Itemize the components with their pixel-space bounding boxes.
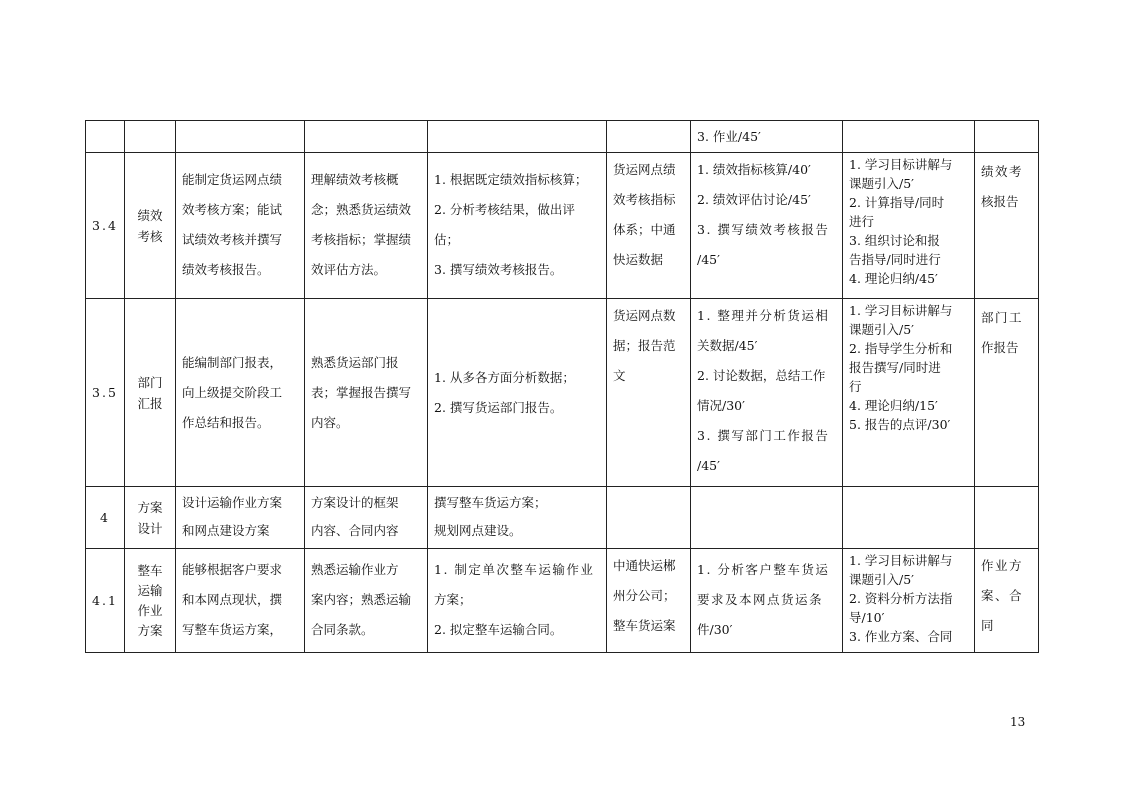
activity-line: 3. 撰写绩效考核报告 bbox=[697, 222, 830, 237]
cell-number bbox=[86, 121, 125, 153]
method-line: 1. 学习目标讲解与 bbox=[849, 553, 953, 568]
name-line: 考核 bbox=[137, 228, 163, 244]
cell-task-name bbox=[125, 121, 176, 153]
output-line: 同 bbox=[981, 618, 994, 633]
table-row bbox=[86, 153, 1039, 299]
knowledge-line: 内容、合同内容 bbox=[311, 523, 399, 538]
cell-resource bbox=[607, 549, 691, 653]
name-line: 作业 bbox=[137, 602, 163, 618]
table-row bbox=[86, 121, 1039, 153]
output-line: 部门工 bbox=[981, 310, 1024, 325]
method-line: 课题引入/5′ bbox=[849, 176, 915, 191]
cell-ability bbox=[176, 121, 305, 153]
cell-method bbox=[843, 153, 975, 299]
ability-line: 绩效考核报告。 bbox=[182, 262, 270, 277]
cell-number: 3.5 bbox=[86, 299, 125, 487]
cell-knowledge bbox=[305, 487, 428, 549]
ability-line: 向上级提交阶段工 bbox=[182, 384, 283, 400]
resource-line: 货运网点数 bbox=[613, 308, 676, 323]
name-line: 设计 bbox=[137, 520, 163, 536]
cell-activity bbox=[691, 121, 843, 153]
task-line: 方案； bbox=[434, 592, 472, 607]
name-line: 方案 bbox=[137, 622, 163, 638]
method-line: 3. 组织讨论和报 bbox=[849, 233, 940, 248]
cell-task bbox=[428, 299, 607, 487]
ability-line: 和本网点现状，撰 bbox=[182, 592, 283, 607]
ability-line: 能够根据客户要求 bbox=[182, 562, 283, 577]
cell-task bbox=[428, 487, 607, 549]
name-line: 整车 bbox=[137, 562, 163, 578]
activity-line: 件/30′ bbox=[697, 622, 733, 637]
task-line: 2. 撰写货运部门报告。 bbox=[434, 399, 563, 415]
resource-line: 文 bbox=[613, 368, 626, 383]
method-line: 进行 bbox=[849, 214, 875, 229]
activity-line: 1. 整理并分析货运相 bbox=[697, 308, 830, 323]
cell-task bbox=[428, 153, 607, 299]
cell-method bbox=[843, 121, 975, 153]
resource-line: 整车货运案 bbox=[613, 618, 676, 633]
cell-resource bbox=[607, 487, 691, 549]
name-line: 汇报 bbox=[137, 395, 163, 411]
knowledge-line: 念；熟悉货运绩效 bbox=[311, 202, 412, 217]
cell-task-name bbox=[125, 153, 176, 299]
task-line: 1. 制定单次整车运输作业 bbox=[434, 562, 595, 577]
activity-line: /45′ bbox=[697, 458, 720, 473]
knowledge-line: 案内容；熟悉运输 bbox=[311, 592, 412, 607]
activity-line: 3. 撰写部门工作报告 bbox=[697, 428, 830, 443]
cell-number: 3.4 bbox=[86, 153, 125, 299]
knowledge-line: 熟悉运输作业方 bbox=[311, 562, 399, 577]
curriculum-table bbox=[85, 120, 1039, 653]
cell-activity bbox=[691, 299, 843, 487]
task-line: 2. 拟定整车运输合同。 bbox=[434, 622, 563, 637]
cell-ability bbox=[176, 299, 305, 487]
cell-task bbox=[428, 549, 607, 653]
method-line: 课题引入/5′ bbox=[849, 572, 915, 587]
ability-line: 能编制部门报表， bbox=[182, 354, 283, 370]
resource-line: 货运网点绩 bbox=[613, 162, 676, 177]
name-line: 方案 bbox=[137, 499, 163, 515]
activity-line: 2. 讨论数据，总结工作 bbox=[697, 368, 826, 383]
cell-method bbox=[843, 299, 975, 487]
cell-ability bbox=[176, 549, 305, 653]
cell-output bbox=[975, 487, 1039, 549]
cell-knowledge bbox=[305, 121, 428, 153]
cell-output bbox=[975, 121, 1039, 153]
name-line: 绩效 bbox=[137, 207, 163, 223]
activity-line: 3. 作业/45′ bbox=[697, 129, 761, 144]
activity-line: 情况/30′ bbox=[697, 398, 745, 413]
cell-knowledge bbox=[305, 153, 428, 299]
cell-knowledge bbox=[305, 299, 428, 487]
name-line: 部门 bbox=[137, 374, 163, 390]
cell-method bbox=[843, 487, 975, 549]
cell-activity bbox=[691, 487, 843, 549]
knowledge-line: 考核指标；掌握绩 bbox=[311, 232, 412, 247]
cell-method bbox=[843, 549, 975, 653]
activity-line: 关数据/45′ bbox=[697, 338, 758, 353]
output-line: 作报告 bbox=[981, 340, 1019, 355]
cell-output bbox=[975, 299, 1039, 487]
table-row bbox=[86, 299, 1039, 487]
knowledge-line: 效评估方法。 bbox=[311, 262, 387, 277]
method-line: 1. 学习目标讲解与 bbox=[849, 157, 953, 172]
cell-task-name bbox=[125, 487, 176, 549]
task-line: 撰写整车货运方案； bbox=[434, 495, 547, 510]
method-line: 行 bbox=[849, 379, 862, 394]
resource-line: 州分公司； bbox=[613, 588, 676, 603]
ability-line: 作总结和报告。 bbox=[182, 414, 270, 430]
output-line: 绩效考 bbox=[981, 164, 1024, 179]
resource-line: 效考核指标 bbox=[613, 192, 676, 207]
cell-knowledge bbox=[305, 549, 428, 653]
knowledge-line: 理解绩效考核概 bbox=[311, 172, 399, 187]
table-row bbox=[86, 487, 1039, 549]
knowledge-line: 熟悉货运部门报 bbox=[311, 354, 399, 370]
output-line: 案、合 bbox=[981, 588, 1024, 603]
cell-resource bbox=[607, 153, 691, 299]
resource-line: 体系；中通 bbox=[613, 222, 676, 237]
method-line: 4. 理论归纳/15′ bbox=[849, 398, 938, 413]
activity-line: 2. 绩效评估讨论/45′ bbox=[697, 192, 811, 207]
cell-resource bbox=[607, 121, 691, 153]
method-line: 报告撰写/同时进 bbox=[849, 360, 941, 375]
knowledge-line: 方案设计的框架 bbox=[311, 495, 399, 510]
knowledge-line: 表；掌握报告撰写 bbox=[311, 384, 412, 400]
task-line: 1. 根据既定绩效指标核算； bbox=[434, 172, 588, 187]
method-line: 4. 理论归纳/45′ bbox=[849, 271, 938, 286]
cell-resource bbox=[607, 299, 691, 487]
cell-task-name bbox=[125, 549, 176, 653]
method-line: 1. 学习目标讲解与 bbox=[849, 303, 953, 318]
cell-number: 4.1 bbox=[86, 549, 125, 653]
task-line: 3. 撰写绩效考核报告。 bbox=[434, 262, 563, 277]
ability-line: 和网点建设方案 bbox=[182, 523, 270, 538]
activity-line: 要求及本网点货运条 bbox=[697, 592, 824, 607]
activity-line: 1. 绩效指标核算/40′ bbox=[697, 162, 811, 177]
ability-line: 试绩效考核并撰写 bbox=[182, 232, 283, 247]
knowledge-line: 合同条款。 bbox=[311, 622, 374, 637]
method-line: 3. 作业方案、合同 bbox=[849, 629, 953, 644]
task-line: 1. 从多各方面分析数据； bbox=[434, 369, 575, 385]
ability-line: 效考核方案；能试 bbox=[182, 202, 283, 217]
cell-ability bbox=[176, 153, 305, 299]
cell-activity bbox=[691, 549, 843, 653]
knowledge-line: 内容。 bbox=[311, 414, 349, 430]
method-line: 2. 资料分析方法指 bbox=[849, 591, 953, 606]
resource-line: 据；报告范 bbox=[613, 338, 676, 353]
output-line: 核报告 bbox=[981, 194, 1019, 209]
cell-output bbox=[975, 549, 1039, 653]
task-line: 规划网点建设。 bbox=[434, 523, 522, 538]
method-line: 导/10′ bbox=[849, 610, 885, 625]
task-line: 估； bbox=[434, 232, 460, 247]
ability-line: 能制定货运网点绩 bbox=[182, 172, 283, 187]
ability-line: 写整车货运方案， bbox=[182, 622, 283, 637]
method-line: 5. 报告的点评/30′ bbox=[849, 417, 951, 432]
task-line: 2. 分析考核结果，做出评 bbox=[434, 202, 575, 217]
table-row bbox=[86, 549, 1039, 653]
method-line: 告指导/同时进行 bbox=[849, 252, 941, 267]
activity-line: /45′ bbox=[697, 252, 720, 267]
cell-task bbox=[428, 121, 607, 153]
cell-ability bbox=[176, 487, 305, 549]
method-line: 课题引入/5′ bbox=[849, 322, 915, 337]
output-line: 作业方 bbox=[981, 558, 1024, 573]
cell-output bbox=[975, 153, 1039, 299]
resource-line: 快运数据 bbox=[613, 252, 664, 267]
method-line: 2. 指导学生分析和 bbox=[849, 341, 953, 356]
cell-number: 4 bbox=[86, 487, 125, 549]
activity-line: 1. 分析客户整车货运 bbox=[697, 562, 830, 577]
resource-line: 中通快运郴 bbox=[613, 558, 676, 573]
name-line: 运输 bbox=[137, 582, 163, 598]
page-number: 13 bbox=[1010, 715, 1026, 729]
cell-task-name bbox=[125, 299, 176, 487]
cell-activity bbox=[691, 153, 843, 299]
method-line: 2. 计算指导/同时 bbox=[849, 195, 945, 210]
ability-line: 设计运输作业方案 bbox=[182, 495, 283, 510]
